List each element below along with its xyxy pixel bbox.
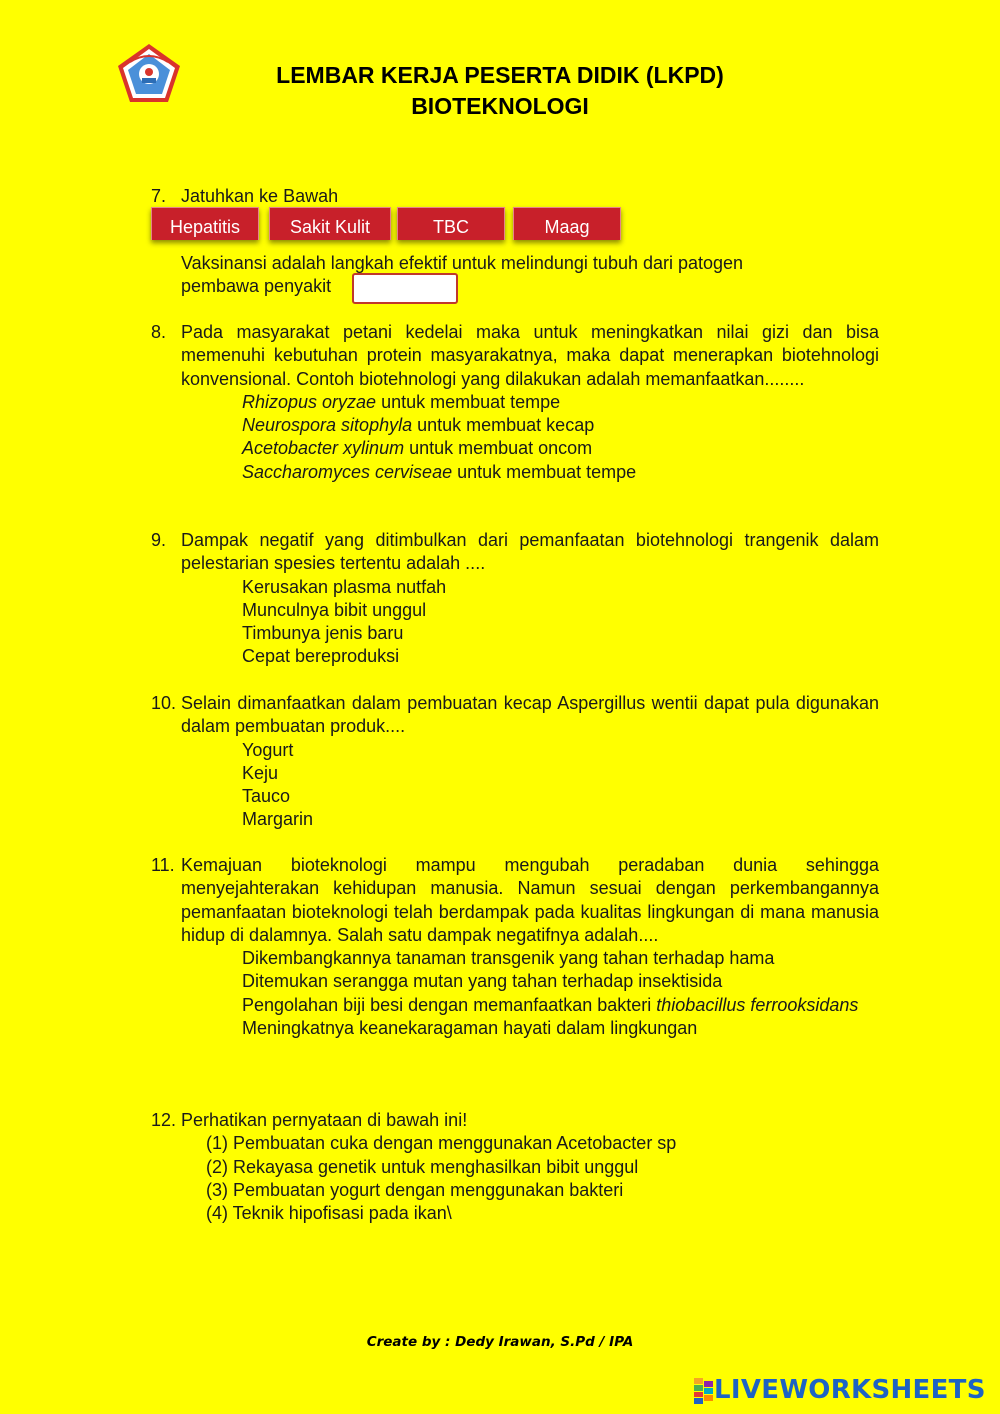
answer-option[interactable]: Tauco	[242, 786, 291, 807]
question-11	[151, 854, 879, 1040]
drop-zone[interactable]	[352, 273, 458, 304]
question-number: 8.	[151, 322, 167, 342]
answer-option[interactable]: Neurospora sitophyla untuk membuat kecap	[242, 415, 595, 436]
question-number: 12.	[151, 1110, 177, 1130]
answer-option[interactable]: Munculnya bibit unggul	[242, 599, 427, 620]
answer-options	[242, 947, 879, 1040]
question-10	[151, 692, 879, 832]
drag-option-maag[interactable]: Maag	[513, 207, 621, 240]
author-credit: Create by : Dedy Irawan, S.Pd / IPA	[366, 1334, 634, 1350]
statement-item: (3) Pembuatan yogurt dengan menggunakan bakteri	[206, 1179, 624, 1200]
answer-option[interactable]: Dikembangkannya tanaman transgenik yang tahan terhadap hama	[242, 948, 775, 969]
question-7	[151, 185, 879, 208]
liveworksheets-wordmark: LIVEWORKSHEETS	[714, 1375, 986, 1405]
answer-options	[242, 391, 879, 484]
sentence-line: Vaksinansi adalah langkah efektif untuk melindungi tubuh dari patogen	[181, 253, 744, 273]
question-9	[151, 529, 879, 669]
drag-option-tbc[interactable]: TBC	[397, 207, 505, 240]
answer-option[interactable]: Cepat bereproduksi	[242, 646, 400, 667]
answer-option[interactable]: Saccharomyces cerviseae untuk membuat tempe	[242, 461, 637, 482]
question-number: 7.	[151, 186, 167, 206]
page-subtitle: BIOTEKNOLOGI	[411, 93, 589, 119]
answer-option[interactable]: Pengolahan biji besi dengan memanfaatkan bakteri thiobacillus ferrooksidans	[242, 994, 859, 1015]
answer-options	[242, 576, 879, 669]
statement-item: (2) Rekayasa genetik untuk menghasilkan bibit unggul	[206, 1156, 639, 1177]
answer-option[interactable]: Ditemukan serangga mutan yang tahan terhadap insektisida	[242, 971, 723, 992]
answer-option[interactable]: Kerusakan plasma nutfah	[242, 576, 447, 597]
answer-options	[242, 739, 879, 832]
drag-option-sakit-kulit[interactable]: Sakit Kulit	[269, 207, 391, 240]
answer-option[interactable]: Rhizopus oryzae untuk membuat tempe	[242, 391, 561, 412]
question-number: 10.	[151, 693, 177, 713]
question-instruction: Jatuhkan ke Bawah	[181, 186, 339, 206]
question-number: 9.	[151, 530, 167, 550]
answer-option[interactable]: Acetobacter xylinum untuk membuat oncom	[242, 438, 593, 459]
question-text: Kemajuan bioteknologi mampu mengubah peradaban dunia sehingga menyejahterakan kehidupan manusia. Namun sesuai dengan perkembangannya pemanfaatan bioteknologi telah berdampak pada kualitas lingkungan di mana manusia hidup di dalamnya. Salah satu dampak negatifnya adalah....	[181, 855, 879, 945]
answer-option[interactable]: Keju	[242, 762, 279, 783]
question-8	[151, 321, 879, 484]
answer-option[interactable]: Meningkatnya keanekaragaman hayati dalam lingkungan	[242, 1018, 698, 1039]
question-text: Dampak negatif yang ditimbulkan dari pemanfaatan biotehnologi trangenik dalam pelestarian spesies tertentu adalah ....	[181, 530, 879, 574]
question-text: Perhatikan pernyataan di bawah ini!	[181, 1110, 468, 1130]
question-text: Pada masyarakat petani kedelai maka untuk meningkatkan nilai gizi dan bisa memenuhi kebutuhan protein masyarakatnya, maka dapat menerapkan biotehnologi konvensional. Contoh biotehnologi yang dilakukan adalah memanfaatkan........	[181, 322, 879, 389]
answer-option[interactable]: Margarin	[242, 809, 314, 830]
answer-option[interactable]: Yogurt	[242, 739, 294, 760]
question-12	[151, 1109, 879, 1225]
liveworksheets-brand	[694, 1376, 989, 1406]
page-title: LEMBAR KERJA PESERTA DIDIK (LKPD)	[276, 62, 724, 88]
question-number: 11.	[151, 855, 175, 875]
statement-item: (1) Pembuatan cuka dengan menggunakan Acetobacter sp	[206, 1133, 677, 1154]
statement-list	[206, 1132, 879, 1225]
drag-option-hepatitis[interactable]: Hepatitis	[151, 207, 259, 240]
answer-option[interactable]: Timbunya jenis baru	[242, 623, 404, 644]
question-7-sentence	[151, 252, 879, 299]
liveworksheets-logo-icon	[694, 1378, 716, 1404]
question-text: Selain dimanfaatkan dalam pembuatan kecap Aspergillus wentii dapat pula digunakan dalam pembuatan produk....	[181, 693, 879, 737]
statement-item: (4) Teknik hipofisasi pada ikan\	[206, 1203, 452, 1224]
sentence-line: pembawa penyakit	[181, 276, 332, 297]
